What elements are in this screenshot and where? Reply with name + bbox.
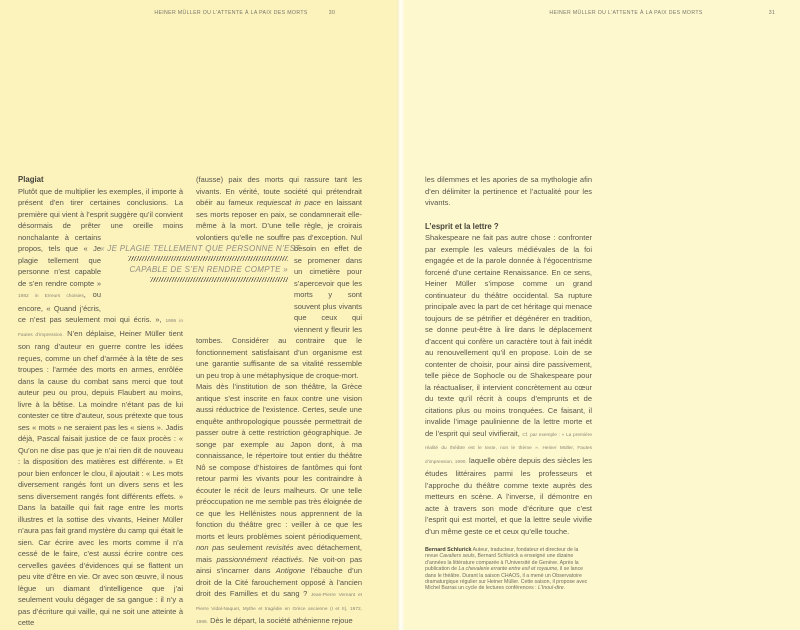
body-text: seulement: [224, 543, 266, 552]
running-title-right: HEINER MÜLLER OU L’ATTENTE À LA PAIX DES MORTS: [549, 10, 703, 16]
right-column: [425, 174, 592, 597]
body-paragraph: [196, 381, 362, 629]
bio-text: Auteur, traducteur, fondateur et directeur de la revue: [425, 547, 579, 560]
body-paragraph: [425, 232, 592, 537]
hatch-rule: [150, 277, 288, 282]
body-text: avec détachement, mais: [196, 543, 362, 564]
body-text: N’en déplaise, Heiner Müller tient son rang d’auteur en guerre contre les idées reçues, comme un chef d’armée à la tête de ses troupes : l’armée des morts en armes, enrôlée dans la cause du combat sans merci que tout auteur peu ou prou, depuis Flaubert au moins, livre à la bêtise. La moindre n’étant pas de lui contester ce titre d’auteur, sous prétexte que tous ses « mots » ne seraient pas les « siens ». Jadis déjà, Pascal faisait justice de ce faux procès : « Qu’on ne dise pas que je n’ai rien dit de nouveau : la disposition des matières est différente. » Et pour bien enfoncer le clou, il ajoutait : « Les mots diversement rangés font un divers sens et les sens diversement rangés font différents effets. » Dans la bataille qui fait rage entre les morts illustres et la sottise des vivants, Heiner Müller n’aura pas fait grand mystère du camp qui était le sien. Car écrire avec les morts comme il n’a cessé de le faire, c’est aussi écrire contre ces cervelles gavées d’évidences qui se flattent un peu vite d’être en vie. Or avec son œuvre, il nous lègue un diamant d’intelligence que j’ai seulement voulu dégager de sa gangue : il n’y a pas d’écriture qui vaille, qui ne soit une atteinte à cette: [18, 328, 183, 627]
latin-phrase: requiescat in pace: [256, 198, 321, 207]
inline-citation: Cf. par exemple : « La première réalité du théâtre est le texte, non le thème ». Heiner Müller, Fautes d’impression, 1990.: [425, 432, 592, 465]
bio-text: , il se lance dans le théâtre. Durant la saison CHAOS, il a mené un Observatoire dramaturgique régulier sur Heiner Müller. Cette saison, il propose avec Michel Barras un cycle de lectures conférences :: [425, 566, 588, 592]
body-text: Shakespeare ne fait pas autre chose : confronter par exemple les valeurs médiévales de la foi engagée et de la parole donnée à l’égocentrisme forcené d’une certaine Renaissance. En ce sens, Heiner Müller s’impose comme un grand continuateur du théâtre occidental. Sa rupture principale avec la part de cet héritage qui menace toujours de se pétrifier et dégénérer en tradition, se donne peut-être à lire dans le déplacement d’accent qui confère un caractère tout à fait inédit au renouvellement qu’il en propose. Loin de se contenter de choisir, pour ainsi dire passivement, telle pièce de Sophocle ou de Shakespeare pour la réactualiser, il intervient concrètement au cœur du texte qu’il récrit à coups d’emprunts et de citations plus ou moins tronquées. Ce faisant, il invalide l’image paulinienne de la lettre morte et de l’esprit qui seul vivifierait,: [425, 233, 592, 438]
body-text: d’exception. Nul besoin en effet de se promener dans un cimetière pour s’apercevoir que les morts y sont souvent plus vivants que ceux qui viennent y fleurir les tombes. Considérer au contraire que le fonctionnement satisfaisant d’un organisme est une garantie suffisante de sa vitalité ressemble un peu trop à une métaphysique de croque-mort.: [196, 232, 362, 380]
body-text: Plutôt que de multiplier les exemples, il importe à présent d’en tirer certaines conclusions. La première qui vient à l’esprit suggère qu’il convient désormais de prêter une oreille moins nonchalante à certains: [18, 186, 183, 242]
author-name: Bernard Schlurick: [425, 547, 472, 553]
work-title: Antigone: [275, 566, 306, 575]
body-text: en laissant ses morts reposer en paix, se condamnerait elle-même à la mort. D’une telle règle, je croirais volontiers qu’elle ne souffre pas: [196, 198, 362, 242]
body-text: laquelle obère depuis des siècles les études littéraires parmi les professeurs et l’approche du théâtre comme texte auprès des metteurs en scène. A l’inverse, il démontre en acte à travers son mode d’écriture que c’est l’esprit qui est mortel, et que la lettre seule vivifie d’un même geste ce et ceux qu’elle touche.: [425, 455, 592, 536]
emphasis-text: non pas: [196, 543, 225, 552]
bio-text: .: [563, 585, 566, 592]
inline-citation: 1982 in Erreurs choisies: [18, 294, 84, 299]
body-text: Mais dès l’institution de son théâtre, la Grèce antique s’est inscrite en faux contre une vision aussi réductrice de l’existence. Certes, seule une enquête anthropologique poussée permettrait de passer outre à cette restriction géographique. Je songe par exemple au Japon dont, à ma connaissance, le répertoire tout entier du théâtre Nô se compose d’histoires de fantômes qui font retour parmi les vivants pour les contraindre à écouter le récit de leurs malheurs. Or une telle préoccupation ne me semble pas très éloignée de ce que les Hellénistes nous apprennent de la fonction du théâtre grec : veiller à ce que les morts et leurs problèmes soient périodiquement,: [196, 382, 362, 541]
emphasis-text: passionnément réactivés: [216, 554, 302, 564]
pull-quote: [100, 243, 301, 282]
emphasis-text: revisités: [266, 543, 294, 552]
section-heading-plagiat: Plagiat: [18, 175, 44, 184]
bio-text: , Bernard Schlurick a enseigné une dizaine d’années la littérature comparée à l’Université de Genève. Après la publication de: [425, 553, 579, 573]
pull-quote-line: « JE PLAGIE TELLEMENT QUE PERSONNE N’EST: [100, 244, 301, 253]
page-number-left: 30: [328, 10, 336, 16]
page-gutter: [397, 0, 404, 630]
body-paragraph: [425, 174, 592, 209]
body-text: l’ébauche d’un droit de la Cité farouchement opposé à l’ancien droit des Familles et du sang ?: [196, 566, 362, 598]
lecture-series-title: L’Inouï-dire: [538, 585, 564, 592]
hatch-rule: [128, 256, 288, 261]
body-text: les dilemmes et les apories de sa mythologie afin d’en délimiter la pertinence et l’actualité pour les vivants.: [425, 175, 592, 207]
journal-title: Cavaliers seuls: [439, 553, 475, 560]
body-text: Dès le départ, la société athénienne rejoue: [208, 616, 353, 625]
running-title-left: HEINER MÜLLER OU L’ATTENTE À LA PAIX DES MORTS: [154, 10, 308, 16]
book-title: La chevalerie errante entre exil et royaume: [458, 566, 558, 573]
body-text: , ou encore, « Quand j’écris, ce n’est pas seulement moi qui écris. »,: [18, 290, 166, 324]
body-text: propos, tels que « Je plagie tellement que personne n’est capable de s’en rendre compte »: [18, 244, 101, 288]
page-number-right: 31: [768, 10, 776, 16]
inline-citation: 1995 in Fautes d’impression.: [18, 319, 183, 338]
inline-citation: Jean-Pierre Vernant et Pierre Vidal-Naquet, Mythe et tragédie en Grèce ancienne (I et II), 1972, 1986.: [196, 593, 362, 625]
pull-quote-line: CAPABLE DE S’EN RENDRE COMPTE »: [129, 265, 288, 274]
section-heading-esprit-lettre: L’esprit et la lettre ?: [425, 221, 499, 231]
body-text: (fausse) paix des morts qui rassure tant les vivants. En vérité, toute société qui prétendrait obéir au fameux: [196, 175, 362, 207]
author-bio: [425, 547, 592, 592]
body-text: . Ne voit-on pas ainsi s’incarner dans: [196, 554, 362, 575]
